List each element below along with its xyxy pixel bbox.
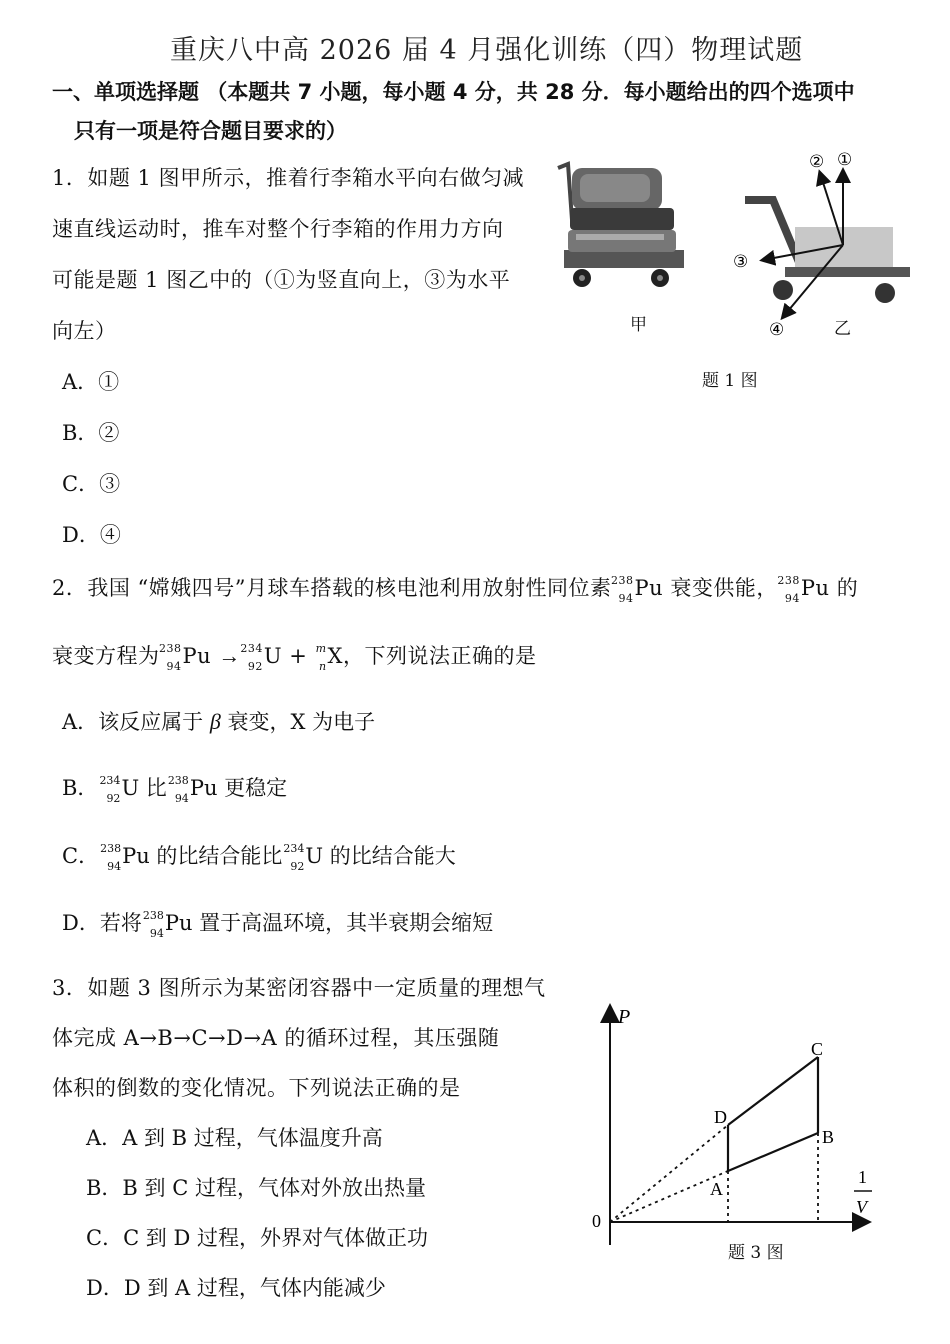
- q1-text-line: 1．如题 1 图甲所示，推着行李箱水平向右做匀减: [52, 166, 525, 190]
- q3-option-d[interactable]: D．D 到 A 过程，气体内能减少: [86, 1276, 386, 1300]
- force-diagram: [725, 145, 925, 345]
- q3-text-line: 体完成 A→B→C→D→A 的循环过程，其压强随: [52, 1026, 500, 1050]
- segment-cd: [728, 1057, 818, 1125]
- q1-text-line: 向左）: [52, 319, 117, 343]
- point-c: C: [811, 1039, 824, 1059]
- q2-option-d[interactable]: D．若将 238 94 Pu 置于高温环境，其半衰期会缩短: [62, 908, 494, 940]
- fig1-caption: 题 1 图: [702, 371, 758, 391]
- q2-text-line2: 衰变方程为 238 94 Pu → 234 92 U + m n X，下列说法正确的是: [52, 641, 537, 673]
- point-d: D: [714, 1107, 727, 1127]
- q1-option-a[interactable]: A．①: [62, 370, 120, 394]
- q2-option-c[interactable]: C． 238 94 Pu 的比结合能比 234 92 U 的比结合能大: [62, 841, 456, 873]
- q2-option-a[interactable]: A．该反应属于 β 衰变，X 为电子: [62, 709, 376, 734]
- q1-option-b[interactable]: B．②: [62, 421, 120, 445]
- origin-label: 0: [592, 1211, 601, 1231]
- q3-text-line: 3．如题 3 图所示为某密闭容器中一定质量的理想气: [52, 976, 546, 1000]
- q3-option-b[interactable]: B．B 到 C 过程，气体对外放出热量: [86, 1176, 426, 1200]
- q1-option-d[interactable]: D．④: [62, 523, 121, 547]
- q1-option-c[interactable]: C．③: [62, 472, 121, 496]
- fig1-label-jia: 甲: [630, 315, 647, 335]
- x-axis-label-den: V: [856, 1197, 867, 1217]
- q3-option-c[interactable]: C．C 到 D 过程，外界对气体做正功: [86, 1226, 428, 1250]
- q2-option-b[interactable]: B． 234 92 U 比 238 94 Pu 更稳定: [62, 773, 288, 805]
- arrow-label-2: ②: [809, 152, 825, 171]
- q3-option-a[interactable]: A．A 到 B 过程，气体温度升高: [86, 1126, 383, 1150]
- point-b: B: [822, 1127, 835, 1147]
- fig3-caption: 题 3 图: [728, 1243, 784, 1263]
- arrow-label-1: ①: [837, 150, 853, 169]
- q2-text-line1: 2．我国 “嫦娥四号”月球车搭载的核电池利用放射性同位素 238 94 Pu 衰变供能， 238 94 Pu 的: [52, 573, 859, 605]
- q1-text-line: 可能是题 1 图乙中的（①为竖直向上，③为水平: [52, 268, 511, 292]
- od-dotted-line: [610, 1125, 728, 1222]
- luggage-cart-photo: [540, 150, 700, 300]
- segment-ab: [728, 1133, 818, 1171]
- section-heading: 一、单项选择题 （本题共 7 小题，每小题 4 分，共 28 分．每小题给出的四个选项中: [52, 80, 855, 104]
- section-heading-cont: 只有一项是符合题目要求的）: [74, 119, 347, 143]
- q3-text-line: 体积的倒数的变化情况。下列说法正确的是: [52, 1076, 461, 1100]
- q1-text-line: 速直线运动时，推车对整个行李箱的作用力方向: [52, 217, 504, 241]
- pv-cycle-graph: [580, 995, 880, 1265]
- point-a: A: [710, 1179, 723, 1199]
- y-axis-label: P: [618, 1006, 631, 1028]
- x-axis-label-num: 1: [858, 1167, 867, 1187]
- arrow-label-4: ④: [769, 320, 785, 339]
- fig1-label-yi: 乙: [834, 319, 851, 339]
- arrow-label-3: ③: [733, 252, 749, 271]
- page-title: 重庆八中高 2026 届 4 月强化训练（四）物理试题: [170, 35, 804, 66]
